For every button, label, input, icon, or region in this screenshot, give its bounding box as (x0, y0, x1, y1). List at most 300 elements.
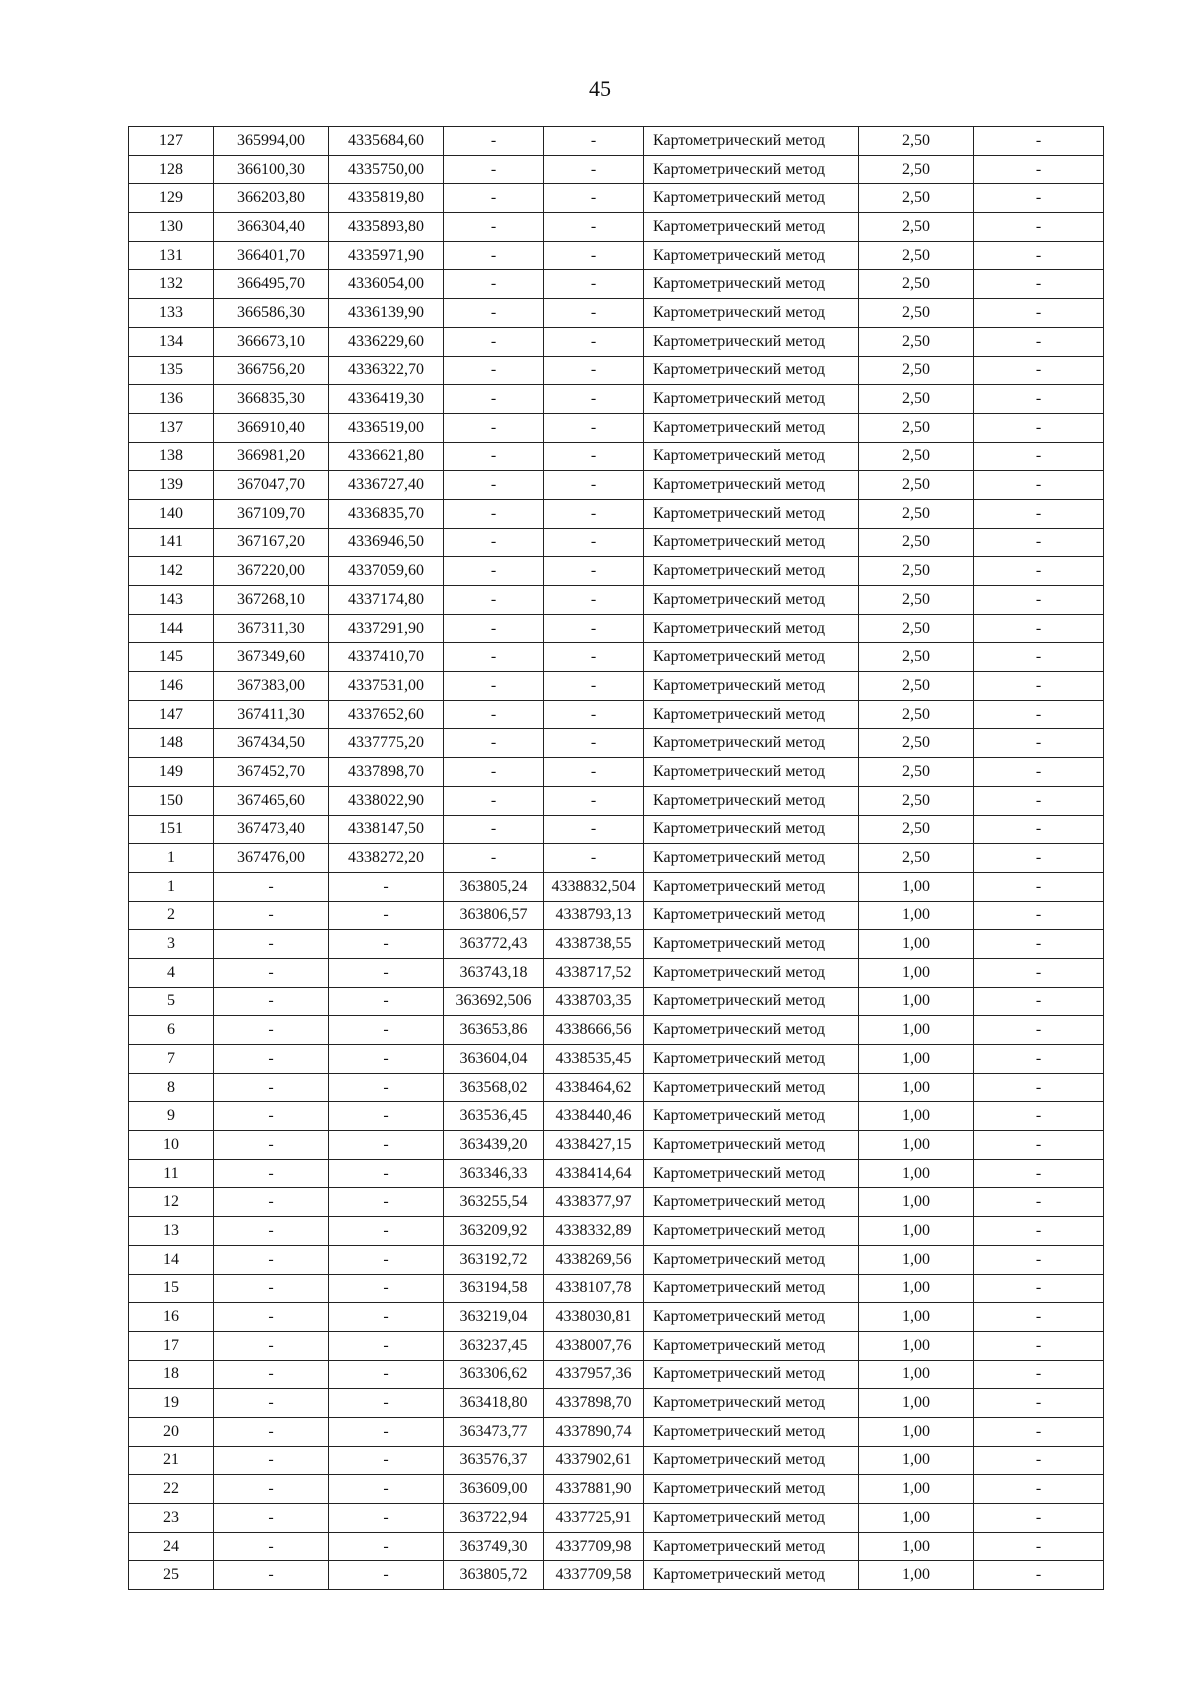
cell-accuracy: 1,00 (859, 1217, 974, 1246)
cell-x-coordinate-old: 366100,30 (214, 155, 329, 184)
cell-x-coordinate-new: 363772,43 (444, 930, 544, 959)
cell-x-coordinate-old: - (214, 1475, 329, 1504)
cell-method: Картометрический метод (644, 1159, 859, 1188)
coordinates-table (128, 126, 1104, 1590)
cell-accuracy: 2,50 (859, 786, 974, 815)
cell-y-coordinate-old: 4337898,70 (329, 758, 444, 787)
cell-method: Картометрический метод (644, 1245, 859, 1274)
cell-y-coordinate-new: 4338332,89 (544, 1217, 644, 1246)
cell-x-coordinate-new: 363805,24 (444, 872, 544, 901)
cell-point-number: 15 (129, 1274, 214, 1303)
cell-method: Картометрический метод (644, 471, 859, 500)
cell-y-coordinate-old: 4336054,00 (329, 270, 444, 299)
cell-description: - (974, 872, 1104, 901)
cell-y-coordinate-new: 4337709,98 (544, 1532, 644, 1561)
cell-method: Картометрический метод (644, 729, 859, 758)
cell-method: Картометрический метод (644, 1188, 859, 1217)
cell-point-number: 129 (129, 184, 214, 213)
cell-accuracy: 2,50 (859, 758, 974, 787)
cell-point-number: 12 (129, 1188, 214, 1217)
cell-point-number: 151 (129, 815, 214, 844)
table-row (129, 1217, 1104, 1246)
table-row (129, 1504, 1104, 1533)
table-row (129, 1303, 1104, 1332)
cell-x-coordinate-old: 367434,50 (214, 729, 329, 758)
cell-y-coordinate-new: 4338269,56 (544, 1245, 644, 1274)
cell-point-number: 127 (129, 127, 214, 156)
cell-point-number: 146 (129, 672, 214, 701)
cell-x-coordinate-old: - (214, 958, 329, 987)
cell-y-coordinate-old: - (329, 1102, 444, 1131)
cell-x-coordinate-new: - (444, 413, 544, 442)
cell-x-coordinate-old: - (214, 1188, 329, 1217)
cell-x-coordinate-new: 363306,62 (444, 1360, 544, 1389)
cell-y-coordinate-new: 4338007,76 (544, 1331, 644, 1360)
cell-description: - (974, 1016, 1104, 1045)
cell-point-number: 23 (129, 1504, 214, 1533)
cell-accuracy: 2,50 (859, 844, 974, 873)
cell-y-coordinate-new: - (544, 557, 644, 586)
cell-x-coordinate-new: 363743,18 (444, 958, 544, 987)
table-row (129, 442, 1104, 471)
cell-point-number: 18 (129, 1360, 214, 1389)
cell-description: - (974, 844, 1104, 873)
cell-x-coordinate-old: 367109,70 (214, 499, 329, 528)
table-row (129, 1131, 1104, 1160)
cell-description: - (974, 241, 1104, 270)
cell-description: - (974, 442, 1104, 471)
cell-method: Картометрический метод (644, 127, 859, 156)
cell-x-coordinate-old: 366756,20 (214, 356, 329, 385)
cell-description: - (974, 1561, 1104, 1590)
cell-x-coordinate-new: 363805,72 (444, 1561, 544, 1590)
cell-y-coordinate-old: - (329, 1274, 444, 1303)
cell-description: - (974, 1245, 1104, 1274)
cell-method: Картометрический метод (644, 1131, 859, 1160)
cell-x-coordinate-new: 363237,45 (444, 1331, 544, 1360)
cell-method: Картометрический метод (644, 872, 859, 901)
cell-point-number: 144 (129, 614, 214, 643)
cell-y-coordinate-old: - (329, 987, 444, 1016)
cell-y-coordinate-new: 4337890,74 (544, 1417, 644, 1446)
cell-y-coordinate-old: 4336419,30 (329, 385, 444, 414)
cell-y-coordinate-new: - (544, 127, 644, 156)
cell-y-coordinate-old: - (329, 1360, 444, 1389)
cell-point-number: 133 (129, 299, 214, 328)
cell-x-coordinate-old: 366495,70 (214, 270, 329, 299)
cell-x-coordinate-new: - (444, 213, 544, 242)
cell-y-coordinate-old: 4335750,00 (329, 155, 444, 184)
table-row (129, 127, 1104, 156)
cell-y-coordinate-old: 4337652,60 (329, 700, 444, 729)
cell-x-coordinate-old: - (214, 1417, 329, 1446)
cell-x-coordinate-new: 363692,506 (444, 987, 544, 1016)
cell-point-number: 135 (129, 356, 214, 385)
cell-x-coordinate-old: 367411,30 (214, 700, 329, 729)
cell-y-coordinate-new: - (544, 327, 644, 356)
cell-x-coordinate-old: - (214, 1504, 329, 1533)
cell-y-coordinate-new: 4338107,78 (544, 1274, 644, 1303)
cell-y-coordinate-old: - (329, 930, 444, 959)
cell-x-coordinate-old: 366304,40 (214, 213, 329, 242)
cell-y-coordinate-old: 4336727,40 (329, 471, 444, 500)
table-row (129, 786, 1104, 815)
cell-y-coordinate-new: 4338832,504 (544, 872, 644, 901)
cell-x-coordinate-old: 365994,00 (214, 127, 329, 156)
table-row (129, 528, 1104, 557)
cell-x-coordinate-new: - (444, 786, 544, 815)
page-number: 45 (589, 76, 611, 101)
cell-method: Картометрический метод (644, 672, 859, 701)
cell-x-coordinate-new: 363749,30 (444, 1532, 544, 1561)
table-row (129, 1532, 1104, 1561)
cell-y-coordinate-new: - (544, 413, 644, 442)
table-row (129, 958, 1104, 987)
cell-method: Картометрический метод (644, 786, 859, 815)
cell-y-coordinate-old: - (329, 1188, 444, 1217)
cell-y-coordinate-old: 4336519,00 (329, 413, 444, 442)
cell-x-coordinate-old: - (214, 1245, 329, 1274)
cell-x-coordinate-old: 366910,40 (214, 413, 329, 442)
cell-accuracy: 1,00 (859, 1045, 974, 1074)
table-row (129, 1102, 1104, 1131)
cell-x-coordinate-old: - (214, 1303, 329, 1332)
cell-method: Картометрический метод (644, 299, 859, 328)
cell-method: Картометрический метод (644, 700, 859, 729)
cell-x-coordinate-old: 367047,70 (214, 471, 329, 500)
cell-x-coordinate-old: 366203,80 (214, 184, 329, 213)
cell-accuracy: 1,00 (859, 1159, 974, 1188)
cell-method: Картометрический метод (644, 241, 859, 270)
cell-x-coordinate-new: 363806,57 (444, 901, 544, 930)
cell-point-number: 17 (129, 1331, 214, 1360)
cell-method: Картометрический метод (644, 1561, 859, 1590)
cell-x-coordinate-new: 363653,86 (444, 1016, 544, 1045)
cell-accuracy: 1,00 (859, 1561, 974, 1590)
table-row (129, 1446, 1104, 1475)
cell-x-coordinate-new: - (444, 815, 544, 844)
table-row (129, 184, 1104, 213)
cell-accuracy: 1,00 (859, 1131, 974, 1160)
cell-accuracy: 1,00 (859, 1016, 974, 1045)
cell-y-coordinate-old: 4337174,80 (329, 586, 444, 615)
table-row (129, 557, 1104, 586)
cell-x-coordinate-old: - (214, 1389, 329, 1418)
cell-x-coordinate-new: - (444, 356, 544, 385)
cell-y-coordinate-new: - (544, 614, 644, 643)
cell-accuracy: 1,00 (859, 1475, 974, 1504)
cell-y-coordinate-new: - (544, 270, 644, 299)
cell-accuracy: 2,50 (859, 614, 974, 643)
cell-accuracy: 2,50 (859, 729, 974, 758)
cell-x-coordinate-old: 367476,00 (214, 844, 329, 873)
cell-method: Картометрический метод (644, 758, 859, 787)
cell-y-coordinate-old: - (329, 1446, 444, 1475)
cell-point-number: 140 (129, 499, 214, 528)
table-row (129, 700, 1104, 729)
cell-x-coordinate-new: - (444, 844, 544, 873)
cell-method: Картометрический метод (644, 1217, 859, 1246)
cell-x-coordinate-old: - (214, 1360, 329, 1389)
cell-y-coordinate-old: - (329, 1331, 444, 1360)
table-row (129, 844, 1104, 873)
cell-point-number: 130 (129, 213, 214, 242)
cell-accuracy: 2,50 (859, 442, 974, 471)
cell-y-coordinate-new: - (544, 528, 644, 557)
cell-x-coordinate-old: - (214, 1446, 329, 1475)
cell-y-coordinate-new: - (544, 499, 644, 528)
cell-accuracy: 1,00 (859, 1245, 974, 1274)
table-row (129, 1331, 1104, 1360)
cell-point-number: 150 (129, 786, 214, 815)
cell-y-coordinate-new: 4338464,62 (544, 1073, 644, 1102)
cell-y-coordinate-new: 4338377,97 (544, 1188, 644, 1217)
cell-method: Картометрический метод (644, 1389, 859, 1418)
cell-x-coordinate-new: - (444, 643, 544, 672)
cell-accuracy: 2,50 (859, 815, 974, 844)
cell-accuracy: 2,50 (859, 471, 974, 500)
cell-point-number: 148 (129, 729, 214, 758)
cell-y-coordinate-old: 4335893,80 (329, 213, 444, 242)
cell-description: - (974, 1331, 1104, 1360)
cell-description: - (974, 1188, 1104, 1217)
cell-description: - (974, 901, 1104, 930)
cell-y-coordinate-old: - (329, 1561, 444, 1590)
cell-accuracy: 1,00 (859, 901, 974, 930)
cell-y-coordinate-new: - (544, 299, 644, 328)
cell-y-coordinate-old: - (329, 1045, 444, 1074)
cell-accuracy: 2,50 (859, 557, 974, 586)
cell-accuracy: 2,50 (859, 270, 974, 299)
cell-description: - (974, 1446, 1104, 1475)
cell-method: Картометрический метод (644, 528, 859, 557)
cell-x-coordinate-new: - (444, 385, 544, 414)
table-row (129, 213, 1104, 242)
cell-y-coordinate-old: - (329, 1504, 444, 1533)
cell-point-number: 6 (129, 1016, 214, 1045)
cell-description: - (974, 1532, 1104, 1561)
cell-x-coordinate-old: 367268,10 (214, 586, 329, 615)
cell-method: Картометрический метод (644, 155, 859, 184)
cell-x-coordinate-new: - (444, 442, 544, 471)
cell-y-coordinate-new: - (544, 241, 644, 270)
cell-method: Картометрический метод (644, 413, 859, 442)
cell-accuracy: 1,00 (859, 1360, 974, 1389)
cell-x-coordinate-new: 363609,00 (444, 1475, 544, 1504)
cell-accuracy: 2,50 (859, 184, 974, 213)
cell-x-coordinate-old: - (214, 901, 329, 930)
cell-accuracy: 1,00 (859, 1303, 974, 1332)
cell-description: - (974, 471, 1104, 500)
cell-point-number: 128 (129, 155, 214, 184)
cell-description: - (974, 1475, 1104, 1504)
cell-accuracy: 2,50 (859, 700, 974, 729)
cell-y-coordinate-new: - (544, 672, 644, 701)
cell-method: Картометрический метод (644, 1102, 859, 1131)
cell-y-coordinate-new: 4338535,45 (544, 1045, 644, 1074)
cell-x-coordinate-new: - (444, 127, 544, 156)
cell-x-coordinate-new: 363255,54 (444, 1188, 544, 1217)
cell-accuracy: 1,00 (859, 958, 974, 987)
cell-method: Картометрический метод (644, 1532, 859, 1561)
cell-x-coordinate-new: 363194,58 (444, 1274, 544, 1303)
cell-accuracy: 2,50 (859, 155, 974, 184)
cell-y-coordinate-old: - (329, 958, 444, 987)
cell-accuracy: 1,00 (859, 872, 974, 901)
cell-y-coordinate-old: - (329, 1073, 444, 1102)
cell-y-coordinate-new: - (544, 758, 644, 787)
cell-x-coordinate-new: 363604,04 (444, 1045, 544, 1074)
table-row (129, 729, 1104, 758)
cell-y-coordinate-new: 4337881,90 (544, 1475, 644, 1504)
cell-point-number: 139 (129, 471, 214, 500)
cell-y-coordinate-old: 4337775,20 (329, 729, 444, 758)
table-row (129, 299, 1104, 328)
table-row (129, 987, 1104, 1016)
cell-description: - (974, 356, 1104, 385)
cell-accuracy: 1,00 (859, 1417, 974, 1446)
table-row (129, 241, 1104, 270)
cell-description: - (974, 127, 1104, 156)
cell-accuracy: 2,50 (859, 356, 974, 385)
cell-x-coordinate-new: - (444, 327, 544, 356)
cell-point-number: 24 (129, 1532, 214, 1561)
cell-x-coordinate-old: 366401,70 (214, 241, 329, 270)
cell-x-coordinate-new: - (444, 729, 544, 758)
table-row (129, 815, 1104, 844)
cell-method: Картометрический метод (644, 327, 859, 356)
table-row (129, 1561, 1104, 1590)
table-row (129, 672, 1104, 701)
cell-method: Картометрический метод (644, 442, 859, 471)
cell-y-coordinate-old: 4336139,90 (329, 299, 444, 328)
cell-accuracy: 2,50 (859, 499, 974, 528)
cell-accuracy: 2,50 (859, 385, 974, 414)
cell-accuracy: 2,50 (859, 586, 974, 615)
cell-point-number: 137 (129, 413, 214, 442)
cell-y-coordinate-old: 4338272,20 (329, 844, 444, 873)
cell-method: Картометрический метод (644, 958, 859, 987)
cell-x-coordinate-old: 366586,30 (214, 299, 329, 328)
cell-method: Картометрический метод (644, 1303, 859, 1332)
cell-description: - (974, 1217, 1104, 1246)
cell-y-coordinate-new: - (544, 729, 644, 758)
cell-point-number: 143 (129, 586, 214, 615)
cell-description: - (974, 815, 1104, 844)
cell-method: Картометрический метод (644, 987, 859, 1016)
cell-y-coordinate-old: - (329, 1217, 444, 1246)
cell-x-coordinate-new: 363439,20 (444, 1131, 544, 1160)
cell-x-coordinate-new: - (444, 241, 544, 270)
cell-x-coordinate-old: 367452,70 (214, 758, 329, 787)
cell-description: - (974, 672, 1104, 701)
cell-point-number: 25 (129, 1561, 214, 1590)
cell-x-coordinate-new: 363568,02 (444, 1073, 544, 1102)
cell-point-number: 134 (129, 327, 214, 356)
cell-method: Картометрический метод (644, 614, 859, 643)
cell-method: Картометрический метод (644, 1331, 859, 1360)
cell-method: Картометрический метод (644, 1446, 859, 1475)
cell-method: Картометрический метод (644, 1274, 859, 1303)
cell-y-coordinate-old: 4335971,90 (329, 241, 444, 270)
table-row (129, 1417, 1104, 1446)
cell-y-coordinate-new: - (544, 786, 644, 815)
cell-accuracy: 1,00 (859, 1532, 974, 1561)
cell-y-coordinate-new: 4338414,64 (544, 1159, 644, 1188)
cell-point-number: 13 (129, 1217, 214, 1246)
cell-accuracy: 2,50 (859, 643, 974, 672)
cell-y-coordinate-old: 4337410,70 (329, 643, 444, 672)
cell-point-number: 16 (129, 1303, 214, 1332)
cell-point-number: 147 (129, 700, 214, 729)
cell-y-coordinate-new: 4338666,56 (544, 1016, 644, 1045)
cell-accuracy: 2,50 (859, 127, 974, 156)
cell-description: - (974, 557, 1104, 586)
cell-y-coordinate-old: 4337291,90 (329, 614, 444, 643)
table-row (129, 643, 1104, 672)
cell-x-coordinate-old: 367167,20 (214, 528, 329, 557)
cell-point-number: 8 (129, 1073, 214, 1102)
table-row (129, 930, 1104, 959)
cell-y-coordinate-old: 4336322,70 (329, 356, 444, 385)
cell-description: - (974, 1102, 1104, 1131)
cell-x-coordinate-old: - (214, 987, 329, 1016)
cell-point-number: 10 (129, 1131, 214, 1160)
cell-accuracy: 1,00 (859, 987, 974, 1016)
cell-y-coordinate-new: - (544, 385, 644, 414)
cell-y-coordinate-new: 4337898,70 (544, 1389, 644, 1418)
cell-y-coordinate-old: 4336229,60 (329, 327, 444, 356)
cell-accuracy: 2,50 (859, 213, 974, 242)
cell-description: - (974, 385, 1104, 414)
cell-point-number: 136 (129, 385, 214, 414)
cell-y-coordinate-new: 4338427,15 (544, 1131, 644, 1160)
table-row (129, 872, 1104, 901)
cell-y-coordinate-old: - (329, 901, 444, 930)
table-row (129, 1245, 1104, 1274)
cell-x-coordinate-old: 367220,00 (214, 557, 329, 586)
cell-x-coordinate-new: 363346,33 (444, 1159, 544, 1188)
cell-x-coordinate-new: 363536,45 (444, 1102, 544, 1131)
cell-description: - (974, 987, 1104, 1016)
cell-point-number: 138 (129, 442, 214, 471)
cell-point-number: 132 (129, 270, 214, 299)
cell-description: - (974, 184, 1104, 213)
cell-point-number: 7 (129, 1045, 214, 1074)
cell-method: Картометрический метод (644, 1417, 859, 1446)
cell-x-coordinate-old: - (214, 872, 329, 901)
cell-description: - (974, 786, 1104, 815)
table-row (129, 1073, 1104, 1102)
cell-x-coordinate-old: - (214, 930, 329, 959)
cell-x-coordinate-new: 363192,72 (444, 1245, 544, 1274)
cell-y-coordinate-old: - (329, 1016, 444, 1045)
cell-method: Картометрический метод (644, 270, 859, 299)
cell-point-number: 2 (129, 901, 214, 930)
cell-y-coordinate-new: - (544, 700, 644, 729)
cell-y-coordinate-old: 4338022,90 (329, 786, 444, 815)
cell-description: - (974, 1303, 1104, 1332)
cell-x-coordinate-new: 363418,80 (444, 1389, 544, 1418)
cell-y-coordinate-new: - (544, 815, 644, 844)
cell-x-coordinate-new: 363219,04 (444, 1303, 544, 1332)
cell-point-number: 5 (129, 987, 214, 1016)
table-row (129, 356, 1104, 385)
table-body (129, 127, 1104, 1590)
cell-y-coordinate-new: - (544, 586, 644, 615)
cell-point-number: 14 (129, 1245, 214, 1274)
cell-y-coordinate-old: 4335819,80 (329, 184, 444, 213)
